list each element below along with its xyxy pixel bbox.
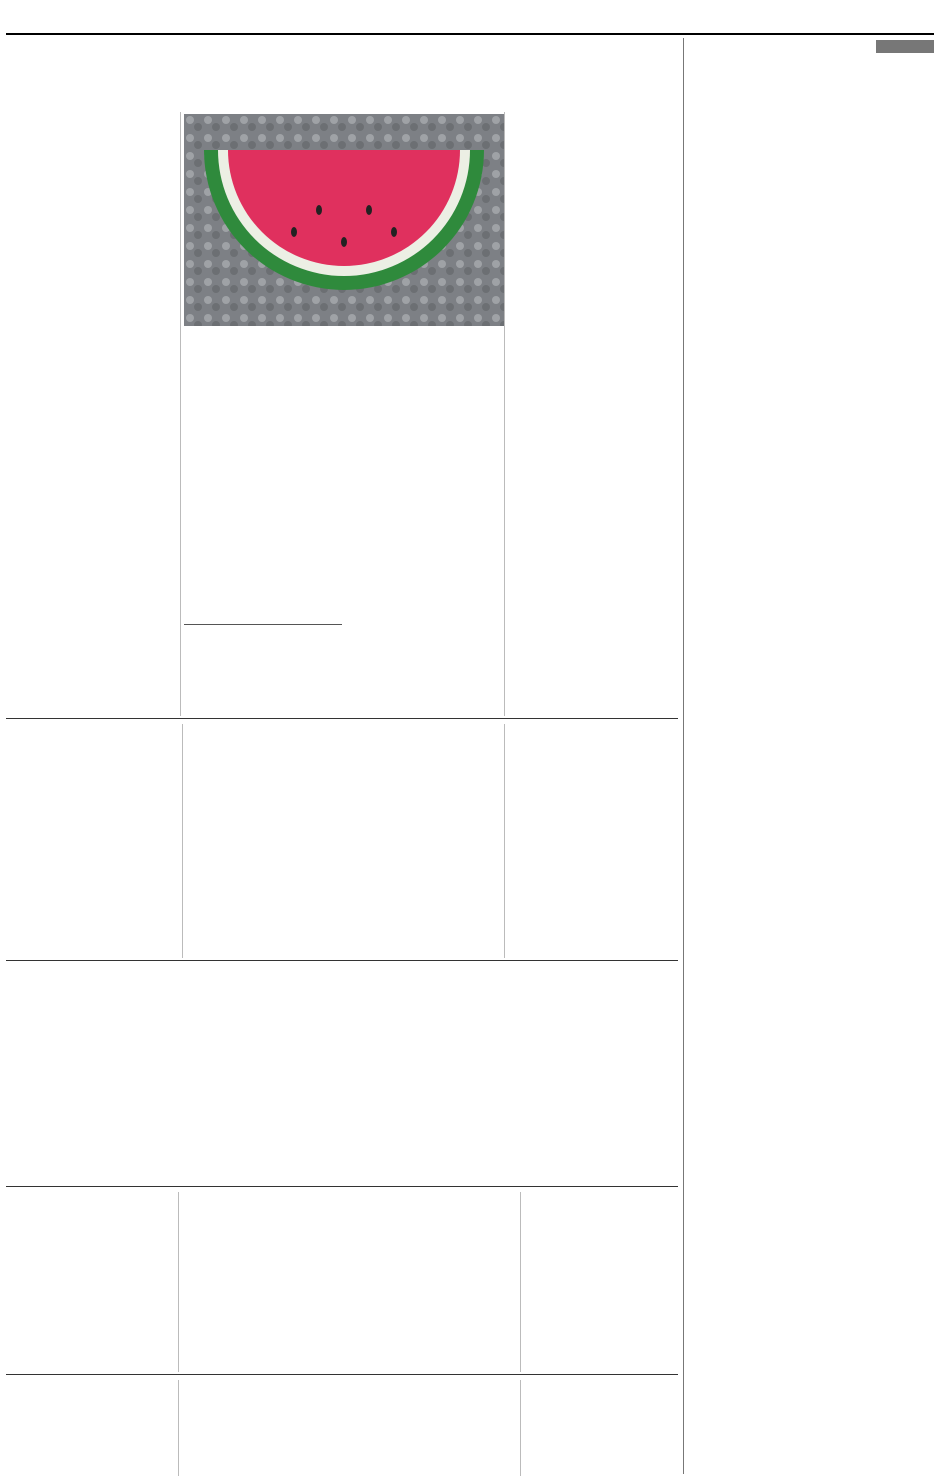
box-title [184,629,342,643]
story2-column-3 [186,778,342,956]
rule-2 [6,960,678,961]
col-sep [520,1380,521,1476]
story5-column-2 [352,1422,516,1474]
lead-inner-box [184,624,342,710]
header-rule [6,33,934,35]
border-screening-story [6,1190,678,1372]
box-subtitle [184,643,342,657]
masthead-logo [8,6,80,28]
story2-column-4 [6,724,180,956]
story3-column-2 [406,1036,538,1182]
story3-kicker [446,966,676,982]
col-sep [520,1192,521,1372]
page-number [914,6,934,26]
story5-kicker [196,1380,476,1394]
story5-headline [176,1394,496,1420]
sidebar-news-list [688,56,934,1474]
lead-column-1 [506,112,676,710]
lead-column-2 [346,330,504,710]
story3-headline [66,982,618,1016]
box-body [184,659,342,709]
story4-column-1 [522,1192,676,1370]
story5-column-4 [6,1380,176,1474]
story3-subhead [126,1018,558,1034]
section-name [832,8,912,26]
col-sep [504,112,505,716]
story3-column-1 [542,1036,676,1182]
col-sep [180,112,181,716]
lead-headline [46,64,638,104]
rule-4 [6,1374,678,1375]
story4-headline [176,1206,496,1234]
col-sep [178,1380,179,1476]
story4-column-4 [6,1192,176,1370]
page-header [0,0,940,34]
date-line [88,10,608,24]
sidebar-tag [876,40,934,53]
hospitals-story [6,1378,678,1476]
story3-column-5 [6,1036,134,1182]
lead-column-4 [6,112,178,710]
col-sep [182,724,183,958]
worn-texture-story [6,964,678,1184]
story5-column-3 [182,1422,346,1474]
lead-story [6,40,678,716]
lead-column-3 [184,330,342,620]
story2-headline [196,742,496,774]
story2-column-2 [346,778,502,956]
story3-column-3 [272,1036,402,1182]
rule-3 [6,1186,678,1187]
col-sep [178,1192,179,1372]
story4-column-3 [182,1238,346,1370]
lead-image [184,114,504,326]
story5-column-1 [522,1380,676,1474]
col-sep [504,724,505,958]
story4-kicker [156,1192,516,1206]
story2-kicker [196,724,496,740]
rule-1 [6,718,678,719]
khandevaneh-logo-illustration [184,114,504,326]
story4-column-2 [352,1238,516,1370]
sidebar-divider [683,38,684,1474]
sidebar [688,38,934,1474]
story3-column-4 [138,1036,268,1182]
story2-column-1 [506,724,676,956]
teacher-shortage-story [6,722,678,958]
lead-kicker [126,44,558,62]
